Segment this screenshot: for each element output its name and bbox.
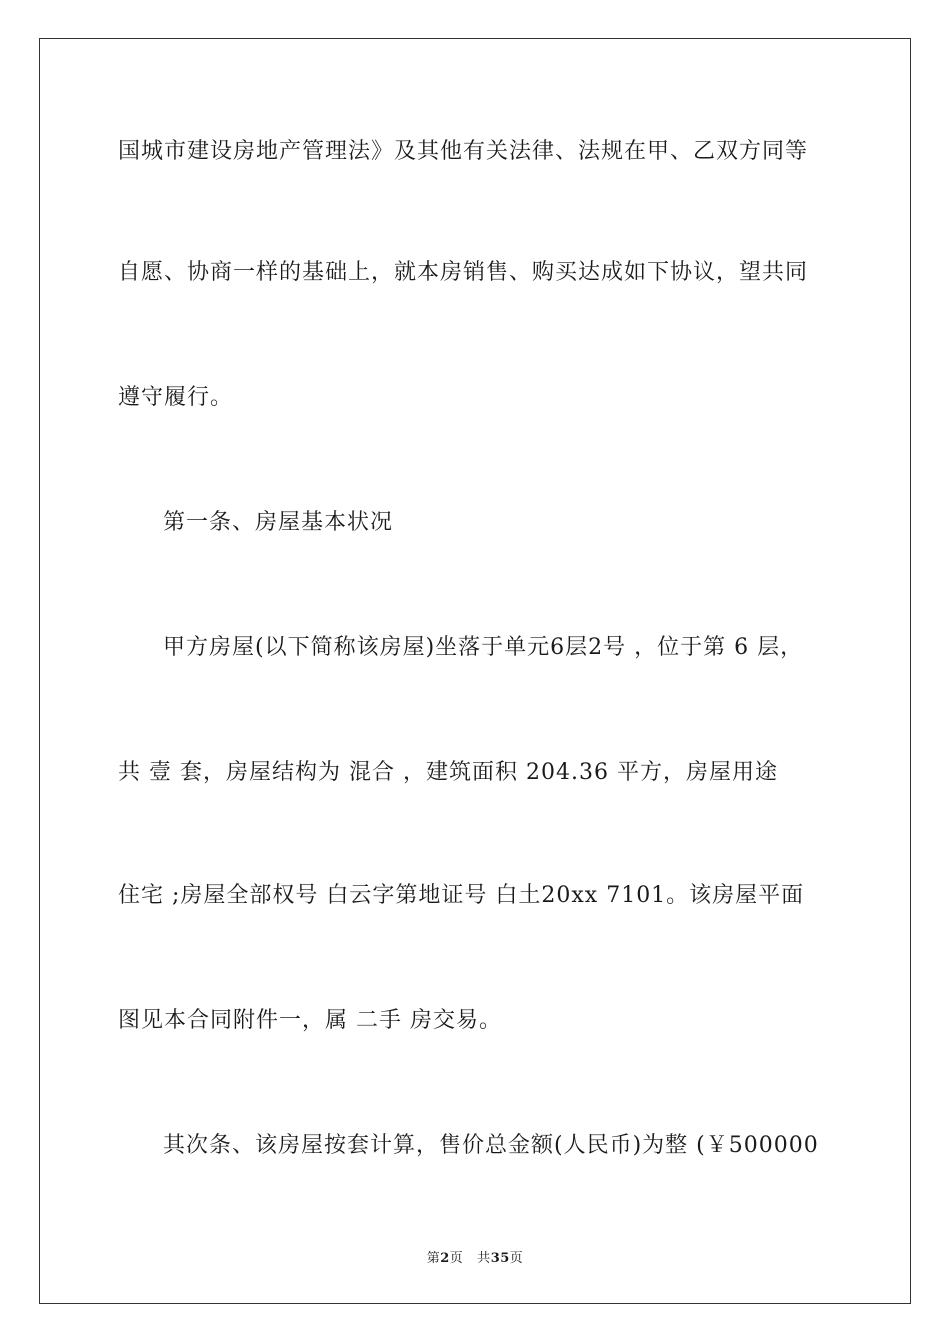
footer-prefix: 第: [426, 1251, 441, 1266]
section-heading: 第一条、房屋基本状况: [163, 510, 394, 535]
footer-total-prefix: 共: [477, 1251, 491, 1266]
paragraph-line: 甲方房屋(以下简称该房屋)坐落于单元6层2号 ，位于第 6 层，: [163, 635, 804, 660]
total-pages-number: 35: [490, 1251, 510, 1266]
paragraph-line: 住宅 ;房屋全部权号 白云字第地证号 白土20xx 7101。该房屋平面: [118, 883, 805, 908]
footer-total-suffix: 页: [509, 1251, 524, 1266]
paragraph-line: 其次条、该房屋按套计算，售价总金额(人民币)为整 (￥500000: [163, 1133, 819, 1158]
paragraph-line: 共 壹 套，房屋结构为 混合 ，建筑面积 204.36 平方，房屋用途: [118, 760, 778, 785]
current-page-number: 2: [440, 1251, 450, 1266]
paragraph-line: 遵守履行。: [118, 385, 234, 410]
paragraph-line: 国城市建设房地产管理法》及其他有关法律、法规在甲、乙双方同等: [118, 139, 809, 164]
paragraph-line: 图见本合同附件一，属 二手 房交易。: [118, 1008, 502, 1033]
page-footer: [0, 1247, 950, 1266]
paragraph-line: 自愿、协商一样的基础上，就本房销售、购买达成如下协议，望共同: [118, 260, 809, 285]
page-border: [39, 38, 911, 1304]
footer-page-suffix: 页: [449, 1251, 464, 1266]
